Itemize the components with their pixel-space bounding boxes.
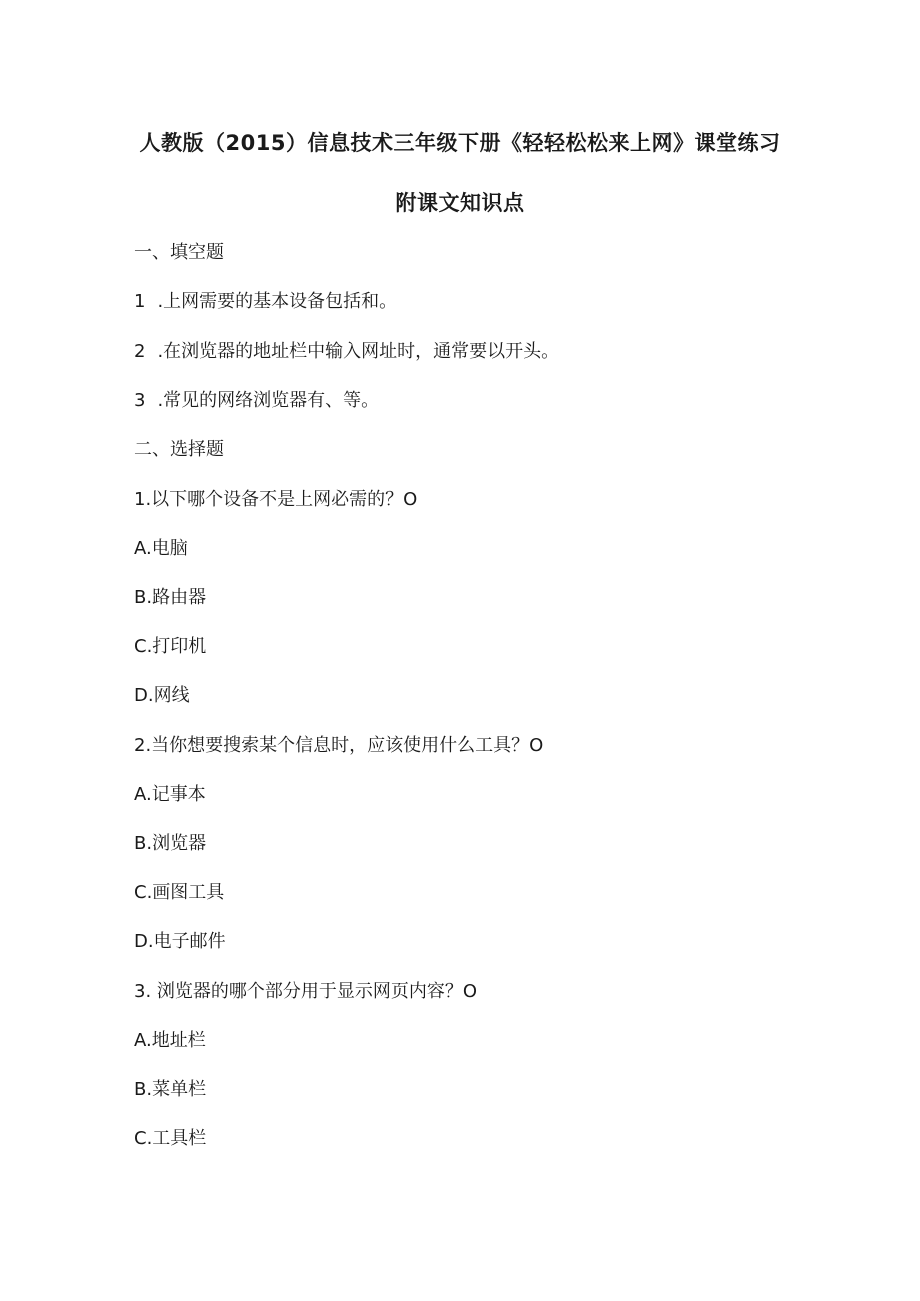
choice-option: B.菜单栏	[134, 1079, 207, 1100]
question-number: 3	[134, 390, 146, 411]
question-number: 1	[134, 291, 146, 312]
choice-option: A.记事本	[134, 784, 206, 805]
choice-question: 3. 浏览器的哪个部分用于显示网页内容？O	[134, 981, 478, 1002]
question-text: .常见的网络浏览器有、等。	[157, 390, 380, 411]
choice-option: C.画图工具	[134, 882, 225, 903]
choice-option: A.地址栏	[134, 1030, 206, 1051]
section-heading-multiple-choice: 二、选择题	[134, 439, 224, 460]
choice-option: B.浏览器	[134, 833, 207, 854]
choice-option: A.电脑	[134, 538, 188, 559]
fill-blank-question	[134, 389, 379, 413]
document-title: 人教版（2015）信息技术三年级下册《轻轻松松来上网》课堂练习	[139, 131, 781, 155]
choice-question: 1.以下哪个设备不是上网必需的？O	[134, 489, 418, 510]
choice-option: B.路由器	[134, 587, 207, 608]
fill-blank-question	[134, 290, 397, 314]
question-text: .在浏览器的地址栏中输入网址时，通常要以开头。	[157, 341, 560, 362]
section-heading-fill-blank: 一、填空题	[134, 242, 224, 263]
question-text: .上网需要的基本设备包括和。	[157, 291, 398, 312]
question-number: 2	[134, 341, 146, 362]
choice-question: 2.当你想要搜索某个信息时，应该使用什么工具？O	[134, 735, 544, 756]
document-subtitle: 附课文知识点	[395, 191, 525, 215]
choice-option: C.打印机	[134, 636, 207, 657]
choice-option: D.网线	[134, 685, 190, 706]
choice-option: D.电子邮件	[134, 931, 226, 952]
choice-option: C.工具栏	[134, 1128, 207, 1149]
fill-blank-question	[134, 340, 559, 364]
